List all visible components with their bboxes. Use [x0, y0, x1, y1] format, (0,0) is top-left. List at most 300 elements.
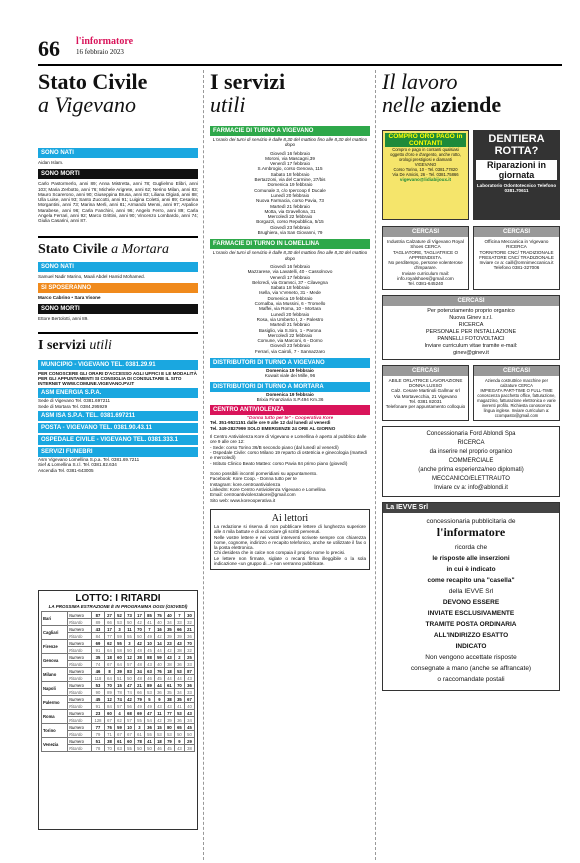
lotto-number: 34 [134, 668, 144, 675]
lotto-delay: 67 [115, 731, 125, 738]
section-title-lavoro [382, 70, 560, 130]
ievve-l1: concessionaria pubblicitaria de [426, 517, 516, 525]
lotto-delay: 42 [154, 633, 164, 640]
lotto-number: 36 [184, 682, 194, 689]
lotto-row [42, 738, 195, 745]
posta-bar: POSTA - VIGEVANO TEL. 0381.90.43.11 [38, 423, 198, 433]
lotto-number: 65 [174, 724, 184, 731]
lotto-delay: 45 [154, 675, 164, 682]
servizi-title-1: I servizi [210, 69, 286, 94]
cercasi-4 [382, 365, 469, 421]
lotto-delay: 53 [144, 689, 154, 696]
lotto-delay: 45 [164, 745, 174, 752]
lotto-delay: 55 [134, 717, 144, 724]
lotto-row [42, 682, 195, 689]
header-rule [38, 64, 562, 66]
lotto-delay: 78 [115, 689, 125, 696]
ievve-l12: INDICATO [455, 642, 487, 650]
lotto-delay: 84 [105, 703, 115, 710]
lotto-delay: 41 [174, 703, 184, 710]
lotto-row-label: Ritardo [68, 703, 92, 710]
lotto-delay: 66 [105, 619, 115, 626]
lotto-number: 47 [144, 710, 154, 717]
lotto-delay: 128 [92, 717, 105, 724]
lotto-number: 76 [105, 724, 115, 731]
col-divider-1 [203, 70, 204, 860]
cercasi-ford [382, 426, 560, 497]
lotto-number: 60 [105, 710, 115, 717]
lotto-number: 60 [124, 738, 134, 745]
lotto-row-label: Ritardo [68, 661, 92, 668]
lotto-delay: 79 [92, 731, 105, 738]
cercasi-4-head: CERCASI [383, 366, 468, 376]
lotto-number: 83 [124, 668, 134, 675]
lotto-row [42, 640, 195, 647]
lotto-wheel-name: Firenze [42, 640, 68, 654]
cercasi-3 [382, 295, 560, 360]
ad-dent-foot: Laboratorio Odontotecnico Telefono 0381.70611 [476, 183, 557, 194]
lotto-number: 12 [105, 696, 115, 703]
lotto-row-label: Ritardo [68, 675, 92, 682]
lotto-delay: 43 [154, 703, 164, 710]
ievve-l15: o raccomandate postali [437, 675, 505, 683]
cercasi-5-head: CERCASI [474, 366, 559, 376]
lotto-number: 9 [174, 738, 184, 745]
ievve-l9: INVIATE ESCLUSIVAMENTE [427, 609, 515, 617]
ievve-l11: ALL'INDIRIZZO ESATTO [433, 631, 509, 639]
lotto-wheel-name: Venezia [42, 738, 68, 752]
lotto-delay: 54 [144, 717, 154, 724]
lotto-number: 10 [144, 640, 154, 647]
lotto-delay: 57 [124, 661, 134, 668]
lotto-number: 9 [154, 696, 164, 703]
ievve-box [382, 502, 560, 691]
lavoro-title-2b: aziende [430, 92, 502, 117]
services-title-small [38, 338, 198, 360]
lotto-delay: 77 [105, 633, 115, 640]
lotto-number: 17 [105, 626, 115, 633]
lotto-delay: 48 [134, 675, 144, 682]
municipio-bar: MUNICIPIO - VIGEVANO TEL. 0381.29.91 [38, 360, 198, 370]
asm-energia-2: Sede di Mortara Tel. 0384.295929 [38, 403, 108, 409]
lotto-number: 27 [105, 612, 115, 619]
lotto-row-label: Numero [68, 682, 92, 689]
lotto-number: 15 [154, 724, 164, 731]
lotto-delay: 43 [174, 745, 184, 752]
distr-mor-2: Brixia Finanziaria S.P.494 Km.36 [256, 396, 324, 402]
farm-lom-text: Giovedì 16 febbraio Mazzarese, via Lavatelli, 40 - Cassolnovo Venerdì 17 febbraio Belcredi, via Gramsci, 37 - Cilavegna Sabato 18 febbraio Isella, via V.Veneto, 31 - Mede Domenica 19 febbraio Cornalba, via Mussini, 6 - Tromello Maffei, via Roma, 10 - Mortara Lunedì 20 febbraio Rosa, via Umberto I, 2 - Palestro Martedì 21 febbraio Basiglio, via S.Siro, 1 - Parona Mercoledì 22 febbraio Comune, via Marconi, 6 - Dorno Giovedì 23 febbraio Ferrari, via Cairoli, 7 - Sannazzaro [247, 263, 333, 354]
lotto-number: 53 [92, 682, 105, 689]
ievve-l3: ricorda che [454, 543, 488, 551]
lotto-subtitle: LA PROSSIMA ESTRAZIONE È IN PROGRAMMA OGGI (GIOVEDÌ) [48, 604, 188, 609]
lotto-delay: 66 [134, 689, 144, 696]
lotto-number: 43 [92, 626, 105, 633]
lotto-delay: 50 [184, 731, 194, 738]
antiv-text: Il Centro Antiviolenza Kore di Vigevano e Lomellina è aperto al pubblico dalle ore 9 alle ore 12: - Sede: corso Torino 36/B secondo piano (dal lunedì al venerdì) - Ospedale Civile: corso Milano 19 reparto di ostetricia e ginecologia (martedì e mercoledì) - Istituto Clinico Beato Matteo: corso Pavia 84 primo piano (giovedì) Sono possibili incontri pomeridiani su appuntamento. Facebook: Kore Coop. - Donna tutto per te Instagram: kore.centroantiviolenza LinkedIn: Kore Centro Antiviolenza Vigevano e Lomellina Email: centroantiviolenzakore@gmail.com Sito web: www.koreooperativa.it [210, 434, 368, 503]
column-servizi [210, 70, 370, 570]
cercasi-2-text: Officina Meccanica in Vigevano RICERCA TORNITORE CNC/ TRADIZIONALE FRESATORE CNC/ TRADIZIONALE Inviare cv a: caill@omnimeccanica.it Telefono 0381-327006 [479, 239, 554, 271]
lotto-number: 75 [154, 612, 164, 619]
m-died-bar: SONO MORTI [38, 304, 198, 314]
born-text: Aidan Islam. [38, 160, 64, 165]
lotto-delay: 91 [92, 647, 105, 654]
lotto-number: 62 [105, 640, 115, 647]
lotto-delay: 45 [144, 647, 154, 654]
lotto-number: 21 [184, 626, 194, 633]
lotto-delay: 46 [144, 675, 154, 682]
lotto-delay: 36 [184, 633, 194, 640]
paper-name: l'informatore [76, 36, 134, 47]
lotto-delay: 35 [164, 689, 174, 696]
antiv-sub: "Donna tutto per te" - Cooperativa Kore [246, 415, 334, 421]
lotto-delay: 43 [164, 703, 174, 710]
lotto-number: 16 [154, 626, 164, 633]
lotto-delay: 58 [115, 647, 125, 654]
lavoro-title-1: Il lavoro [382, 69, 458, 94]
services-title-2: utili [89, 337, 112, 353]
divider-2 [38, 332, 198, 334]
lotto-delay: 32 [184, 619, 194, 626]
cercasi-1-text: Industria Calzature di Vigevano Royal Shoes CERCA TAGLIATORE, TAGLIATRICE O APPRENDISTA. No perditempo, persone volenterose d'imparare. Inviare curriculum mail: info.royalshoes@gmail.com Tel. 0381-645240 [387, 239, 464, 287]
farm-lom-bar: FARMACIE DI TURNO IN LOMELLINA [210, 239, 370, 249]
ad-compro-oro [382, 130, 469, 220]
lotto-number: 10 [124, 724, 134, 731]
lotto-delay: 34 [184, 717, 194, 724]
lotto-number: 53 [174, 668, 184, 675]
lotto-delay: 33 [184, 661, 194, 668]
lotto-number: 23 [164, 640, 174, 647]
lotto-number: 87 [92, 612, 105, 619]
lotto-delay: 71 [105, 731, 115, 738]
lotto-delay: 42 [154, 717, 164, 724]
lotto-number: 38 [164, 696, 174, 703]
lotto-row-label: Ritardo [68, 731, 92, 738]
lotto-row [42, 724, 195, 731]
lotto-row-label: Numero [68, 738, 92, 745]
lotto-delay: 43 [184, 675, 194, 682]
distr-mor-1: Domenica 19 febbraio [266, 391, 314, 397]
lotto-delay: 57 [124, 717, 134, 724]
lotto-number: 18 [105, 654, 115, 661]
cercasi-2 [473, 226, 560, 290]
lotto-wheel-name: Cagliari [42, 626, 68, 640]
ad-oro-head: COMPRO ORO PAGO in CONTANTI [385, 133, 466, 147]
lotto-delay: 50 [124, 647, 134, 654]
mortara-title-2: a Mortara [111, 241, 170, 257]
section-title [38, 70, 198, 118]
died-text: Carlo Pastormerlo, anni 89; Anna Mistretta, anni 78; Guglielmo Elibri, anni 103; Maria Zerbotto, anni 76; Michele Arigrete, anni 62; Nerino Milan, anni 83; Mauro Scarerono, anni 90; Giuseppina Brusa, anni 83; Liliana Olgiati, anni 88; Ulla Luise, anni 93; Santo Zuccotti, anni 91; Luigina Coletti, anni 89; Cesarina Morgantini, anni 73; Marina Merli, anni 81; Armando Menni, anni 97; Arpalice Marabese, anni 96; Carla Fanchini, anni 96; Angelo Ferro, anni 89; Carla Angela Ferrari, anni 92; Marco Grittini, anni 90; Vincenzo Lombardo, anni 74; Giulia Casarini, anni 87. [38, 181, 198, 224]
lotto-delay: 63 [115, 745, 125, 752]
lotto-number: 3 [115, 626, 125, 633]
ievve-l14: consegnate a mano (anche se affrancate) [410, 664, 532, 672]
lotto-delay: 55 [124, 633, 134, 640]
lotto-number: 59 [154, 654, 164, 661]
lotto-delay: 70 [105, 745, 115, 752]
lotto-number: 44 [154, 682, 164, 689]
lotto-number: 46 [92, 668, 105, 675]
lotto-row [42, 668, 195, 675]
lotto-number: 30 [184, 612, 194, 619]
lotto-number: 69 [92, 640, 105, 647]
farm-vig-text: Giovedì 16 febbraio Moroni, via Mascagni,39 Venerdì 17 febbraio S.Ambrogio, corso Genova, 115 Sabato 18 febbraio Bertazzoni, via del Carmine, 27/bis Domenica 19 febbraio Comunale 3, c/o Ipercoop Il Ducale Lunedì 20 febbraio Nuova Farmacia, corso Pavia, 73 Martedì 21 febbraio Motta, via Gravellona, 31 Mercoledì 22 febbraio Borgazzi, corso Repubblica, 5/15 Giovedì 23 febbraio Brughiera, via San Giovanni, 79 [254, 150, 326, 236]
lotto-delay: 67 [105, 661, 115, 668]
lotto-number: 41 [144, 738, 154, 745]
column-lavoro [382, 70, 560, 691]
lotto-row-label: Ritardo [68, 647, 92, 654]
ad-dent-head: DENTIERA ROTTA? [488, 133, 545, 157]
lotto-delay: 33 [174, 619, 184, 626]
m-wed-text: Marco Cabrino • Sara Visone [38, 294, 101, 300]
funebri-3: Ascendia Tel. 0381-643005 [38, 467, 94, 473]
lotto-delay: 44 [154, 647, 164, 654]
lotto-delay: 50 [144, 745, 154, 752]
lotto-delay: 64 [105, 647, 115, 654]
lotto-delay: 89 [92, 619, 105, 626]
lotto-number: 7 [174, 612, 184, 619]
lotto-row-label: Ritardo [68, 619, 92, 626]
lotto-delay: 34 [164, 619, 174, 626]
m-died-text: Ettore Bertolotti, anni 89. [38, 316, 89, 322]
lotto-delay: 39 [174, 633, 184, 640]
farm-vig-bar: FARMACIE DI TURNO A VIGEVANO [210, 126, 370, 136]
lotto-number: 21 [134, 682, 144, 689]
lotto-number: 38 [105, 738, 115, 745]
cercasi-1 [382, 226, 469, 290]
ievve-l4: le risposte alle inserzioni [432, 554, 510, 562]
lotto-row [42, 612, 195, 619]
lotto-row-label: Numero [68, 696, 92, 703]
lotto-number: 5 [144, 696, 154, 703]
cercasi-2-head: CERCASI [474, 227, 559, 237]
lotto-delay: 53 [154, 731, 164, 738]
lotto-delay: 57 [115, 703, 125, 710]
lotto-row-label: Numero [68, 612, 92, 619]
lotto-delay: 38 [184, 745, 194, 752]
lotto-delay: 78 [92, 745, 105, 752]
lettori-box [210, 509, 370, 570]
lotto-table [41, 611, 195, 752]
lotto-number: 35 [92, 654, 105, 661]
lotto-delay: 41 [144, 619, 154, 626]
ospedale-bar: OSPEDALE CIVILE - VIGEVANO TEL. 0381.333.1 [38, 435, 198, 445]
lotto-number: 87 [184, 668, 194, 675]
lotto-number: 38 [134, 654, 144, 661]
asm-energia-1: Sede di Vigevano Tel. 0381.697211 [38, 398, 111, 404]
lotto-row-label: Ritardo [68, 717, 92, 724]
ievve-l5: in cui è indicato [446, 565, 496, 573]
lotto-delay: 42 [164, 647, 174, 654]
ad-oro-text: Compro e pago in contanti qualsiasi oggetto d'oro e d'argento, anche rotto, orologi prestigiosi e diamanti VIGEVANO Corso Torino, 10 - Tel. 0381.77820 Via De Amicis, 26 - Tel. 0381.75866 [390, 147, 461, 177]
lotto-delay: 64 [105, 675, 115, 682]
col-divider-2 [375, 70, 376, 860]
cercasi-3-text: Per potenziamento proprio organico Nuova Ginev s.r.l. RICERCA PERSONALE PER INSTALLAZIONE PANNELLI FOTOVOLTAICI Inviare curriculum vitae tramite e-mail: ginev@ginev.it [424, 307, 518, 356]
cercasi-4-text: ABILE ORLATRICE LAVORAZIONE DONNA LUSSO Calz. Cesare Martinoli Gallmar srl Via Mortavecchia, 21 Vigevano Tel. 0381 82031 Telefonare per appuntamento colloquio [385, 377, 466, 410]
distr-vig-1: Domenica 19 febbraio [266, 367, 314, 373]
ievve-l8: DEVONO ESSERE [442, 598, 500, 606]
lotto-number: 67 [184, 696, 194, 703]
m-wed-bar: SI SPOSERANNO [38, 283, 198, 293]
asm-energia-bar: ASM ENERGIA S.P.A. [38, 388, 198, 398]
page-header [30, 30, 560, 60]
lotto-delay: 50 [134, 633, 144, 640]
lotto-delay: 40 [184, 703, 194, 710]
lotto-delay: 48 [134, 661, 144, 668]
lotto-delay: 59 [115, 633, 125, 640]
lotto-wheel-name: Napoli [42, 682, 68, 696]
farm-lom-note: L'orario dei turni di servizio è dalle 8,30 del mattino fino alle 8,30 del mattino dopo [212, 250, 368, 261]
lotto-delay: 55 [124, 745, 134, 752]
distr-mor-bar: DISTRIBUTORI DI TURNO A MORTARA [210, 382, 370, 392]
mortara-title [38, 242, 198, 262]
distr-vig-2: Kuwait viale dei Mille, 96 [264, 373, 316, 379]
lotto-number: 45 [92, 696, 105, 703]
lotto-delay: 56 [124, 703, 134, 710]
lotto-delay: 38 [164, 661, 174, 668]
lotto-number: 8 [105, 668, 115, 675]
ad-dent-sub: Riparazioni in giornata [476, 160, 557, 180]
lotto-number: 66 [174, 626, 184, 633]
lotto-number: 79 [164, 738, 174, 745]
lotto-number: 55 [115, 640, 125, 647]
lotto-number: 42 [124, 696, 134, 703]
lotto-delay: 67 [105, 717, 115, 724]
lotto-delay: 34 [174, 689, 184, 696]
lotto-number: 76 [154, 668, 164, 675]
lotto-number: 43 [174, 640, 184, 647]
asm-isa-bar: ASM ISA S.P.A. TEL. 0381.697211 [38, 411, 198, 421]
lotto-delay: 36 [154, 689, 164, 696]
lotto-number: 17 [134, 612, 144, 619]
lotto-delay: 74 [92, 661, 105, 668]
lotto-delay: 89 [105, 689, 115, 696]
servizi-title-2: utili [210, 92, 246, 117]
lotto-number: 35 [164, 626, 174, 633]
lotto-number: 69 [134, 710, 144, 717]
lotto-number: 45 [184, 724, 194, 731]
lotto-delay: 39 [164, 633, 174, 640]
lotto-delay: 50 [124, 675, 134, 682]
issue-date: 16 febbraio 2023 [76, 48, 124, 56]
cercasi-5 [473, 365, 560, 421]
lotto-wheel-name: Torino [42, 724, 68, 738]
lotto-number: 61 [115, 738, 125, 745]
ievve-l13: Non vengono accettate risposte [425, 653, 517, 661]
lotto-delay: 48 [134, 647, 144, 654]
lotto-delay: 49 [144, 703, 154, 710]
cercasi-1-head: CERCASI [383, 227, 468, 237]
lotto-title: LOTTO: I RITARDI [75, 593, 161, 604]
lotto-delay: 50 [174, 731, 184, 738]
lotto-row-label: Ritardo [68, 689, 92, 696]
lotto-number: 4 [115, 710, 125, 717]
lotto-row [42, 710, 195, 717]
lotto-number: 51 [92, 738, 105, 745]
lotto-number: 70 [184, 640, 194, 647]
lotto-number: 2 [174, 654, 184, 661]
lotto-delay: 32 [184, 647, 194, 654]
lotto-number: 68 [124, 710, 134, 717]
lotto-wheel-name: Genova [42, 654, 68, 668]
lotto-delay: 36 [174, 661, 184, 668]
lotto-number: 3 [134, 724, 144, 731]
lotto-delay: 91 [92, 703, 105, 710]
lotto-delay: 67 [124, 731, 134, 738]
lotto-number: 29 [184, 738, 194, 745]
lotto-row [42, 696, 195, 703]
lotto-number: 74 [115, 696, 125, 703]
lotto-row [42, 626, 195, 633]
lotto-number: 11 [154, 710, 164, 717]
lotto-delay: 61 [134, 731, 144, 738]
ford-text: Concessionaria Ford Ablondi Spa RICERCA da inserire nel proprio organico COMMERCIALE (anche prima esperienza/neo diplomati) MECCANICO/ELETTRAUTO Inviare cv a: info@ablondi.it [418, 430, 524, 491]
funebri-bar: SERVIZI FUNEBRI [38, 447, 198, 457]
lotto-delay: 49 [144, 633, 154, 640]
lotto-delay: 64 [115, 661, 125, 668]
lotto-delay: 51 [115, 675, 125, 682]
lotto-row-label: Numero [68, 654, 92, 661]
lotto-delay: 36 [174, 717, 184, 724]
lotto-number: 40 [164, 612, 174, 619]
lotto-number: 73 [124, 612, 134, 619]
ievve-head: La IEVVE Srl [383, 503, 559, 513]
cercasi-5-text: Azienda costruttrice macchine per calzature CERCA IMPIEGATA PART-TIME O FULL-TIME conoscenza pacchetto office, fatturazione, magazzino, fatturazione elettronica e varie inerenti profilo. Richiesta conoscenza lingua inglese. Inviare curriculum a: ccompasto@gmail.com [477, 377, 556, 418]
lotto-number: 61 [164, 682, 174, 689]
lotto-number: 63 [144, 668, 154, 675]
antiv-bar: CENTRO ANTIVIOLENZA [210, 405, 370, 415]
lotto-number: 15 [115, 682, 125, 689]
lotto-row-label: Numero [68, 640, 92, 647]
lotto-delay: 53 [115, 619, 125, 626]
lotto-delay: 44 [174, 675, 184, 682]
lotto-delay: 33 [184, 689, 194, 696]
lotto-number: 42 [134, 640, 144, 647]
lotto-delay: 53 [164, 731, 174, 738]
lotto-row-label: Ritardo [68, 633, 92, 640]
lotto-number: 89 [144, 682, 154, 689]
lotto-delay: 50 [134, 745, 144, 752]
lotto-number: 25 [184, 654, 194, 661]
ievve-l2: l'informatore [436, 524, 506, 539]
ad-dentiera [473, 130, 560, 220]
lotto-number: 23 [92, 710, 105, 717]
lotto-number: 78 [134, 738, 144, 745]
lotto-number: 36 [144, 724, 154, 731]
lotto-wheel-name: Palermo [42, 696, 68, 710]
born-bar: SONO NATI [38, 148, 198, 158]
lettori-title: Ai lettori [271, 512, 309, 524]
column-stato-civile [38, 70, 198, 473]
lotto-number: 47 [124, 682, 134, 689]
lotto-number: 39 [115, 668, 125, 675]
lotto-number: 70 [134, 626, 144, 633]
lotto-number: 14 [154, 640, 164, 647]
lotto-delay: 50 [124, 619, 134, 626]
lotto-row-label: Numero [68, 668, 92, 675]
municipio-text: PER CONOSCERE GLI ORARI D'ACCESSO AGLI UFFICI E LE MODALITÀ PER GLI APPUNTAMENTI SI CONSIGLIA DI CONSULTARE IL SITO INTERNET WWW.COMUNE.VIGEVANO.PV.IT [38, 370, 197, 387]
funebri-2: Sief & Lomellina S.r.l. Tel. 0381.82.634 [38, 462, 117, 468]
lotto-number: 43 [164, 654, 174, 661]
lotto-number: 85 [144, 612, 154, 619]
mortara-title-1: Stato Civile [38, 241, 108, 257]
lotto-number: 7 [144, 626, 154, 633]
lotto-number: 77 [92, 724, 105, 731]
lotto-number: 60 [115, 654, 125, 661]
lotto-row [42, 654, 195, 661]
lotto-delay: 42 [134, 619, 144, 626]
lettori-text: La redazione si riserva di non pubblicare lettere di lunghezza superiore alle 4 mila battute e di accorciare gli scritti pervenuti. Nelle vostre lettere e nei vostri interventi scrivete sempre con chiarezza nome, cognome, indirizzo e recapito telefonico, anche se utilizzate il fax o la posta elettronica. Chi desidera che in calce non compaia il proprio nome lo precisi. Le lettere non firmate, siglate o recanti firma illeggibile o la sola indicazione «un gruppo di...» non verranno pubblicate. [214, 523, 366, 566]
lotto-delay: 39 [164, 717, 174, 724]
lotto-number: 43 [184, 710, 194, 717]
